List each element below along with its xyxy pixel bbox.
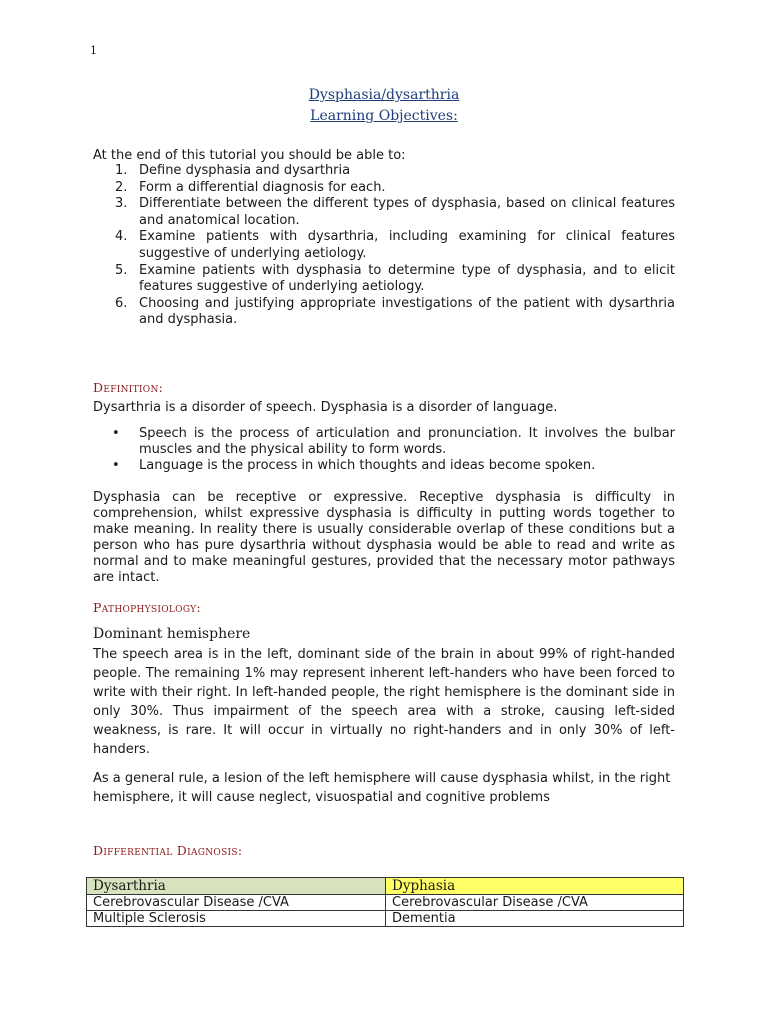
list-item: 2. Form a differential diagnosis for each. — [115, 179, 386, 195]
list-item: • Language is the process in which thoughts and ideas become spoken. — [112, 458, 596, 473]
document-title: Dysphasia/dysarthria — [308, 87, 460, 103]
bullet-icon: • — [112, 426, 120, 441]
dominant-hemisphere-subheading: Dominant hemisphere — [93, 626, 251, 642]
pathophysiology-heading: Pathophysiology: — [93, 600, 201, 615]
list-item: 1. Define dysphasia and dysarthria — [115, 163, 351, 178]
differential-heading: Differential Diagnosis: — [93, 843, 243, 858]
table-cell: Cerebrovascular Disease /CVA — [386, 895, 684, 911]
differential-table — [86, 877, 684, 927]
list-item: 6. Choosing and justifying appropriate investigations of the patient with dysarthria and dysphasia. — [115, 295, 675, 328]
table-cell: Dementia — [386, 911, 684, 927]
table-cell: Multiple Sclerosis — [87, 911, 386, 927]
page-number: 1 — [90, 44, 97, 57]
dysphasia-paragraph: Dysphasia can be receptive or expressive. Receptive dysphasia is difficulty in comprehension, whilst expressive dysphasia is difficulty in putting words together to make meaning. In reality there is usually considerable overlap of these conditions but a person who has pure dysarthria without dysphasia would be able to read and write as normal and to make meaningful gestures, provided that the necessary motor pathways are intact. — [93, 490, 675, 585]
objectives-list — [93, 163, 675, 329]
intro-text: At the end of this tutorial you should be able to: — [93, 148, 406, 163]
list-item: 3. Differentiate between the different types of dysphasia, based on clinical features and anatomical location. — [115, 196, 675, 228]
table-row — [87, 911, 684, 927]
dysarthria-column-header: Dysarthria — [87, 878, 386, 895]
table-cell: Cerebrovascular Disease /CVA — [87, 895, 386, 911]
bullet-icon: • — [112, 458, 120, 473]
list-item: 4. Examine patients with dysarthria, including examining for clinical features suggestive of underlying aetiology. — [115, 229, 675, 261]
list-item: • Speech is the process of articulation and pronunciation. It involves the bulbar muscles and the physical ability to form words. — [112, 426, 675, 457]
table-header-row — [87, 878, 684, 895]
pathophysiology-paragraph-1: The speech area is in the left, dominant side of the brain in about 99% of right-handed people. The remaining 1% may represent inherent left-handers who have been forced to write with their right. In left-handed people, the right hemisphere is the dominant side in only 30%. Thus impairment of the speech area with a stroke, causing left-sided weakness, is rare. It will occur in virtually no right-handers and in only 30% of left-handers. — [93, 647, 675, 757]
pathophysiology-paragraph-2: As a general rule, a lesion of the left hemisphere will cause dysphasia whilst, in the right hemisphere, it will cause neglect, visuospatial and cognitive problems — [93, 771, 671, 805]
dysphasia-column-header: Dyphasia — [386, 878, 684, 895]
definition-text: Dysarthria is a disorder of speech. Dysphasia is a disorder of language. — [93, 400, 558, 415]
table-row — [87, 895, 684, 911]
list-item: 5. Examine patients with dysphasia to determine type of dysphasia, and to elicit features suggestive of underlying aetiology. — [115, 262, 675, 295]
definition-bullets — [93, 426, 675, 474]
definition-heading: Definition: — [93, 380, 164, 395]
document-subtitle: Learning Objectives: — [310, 108, 458, 124]
